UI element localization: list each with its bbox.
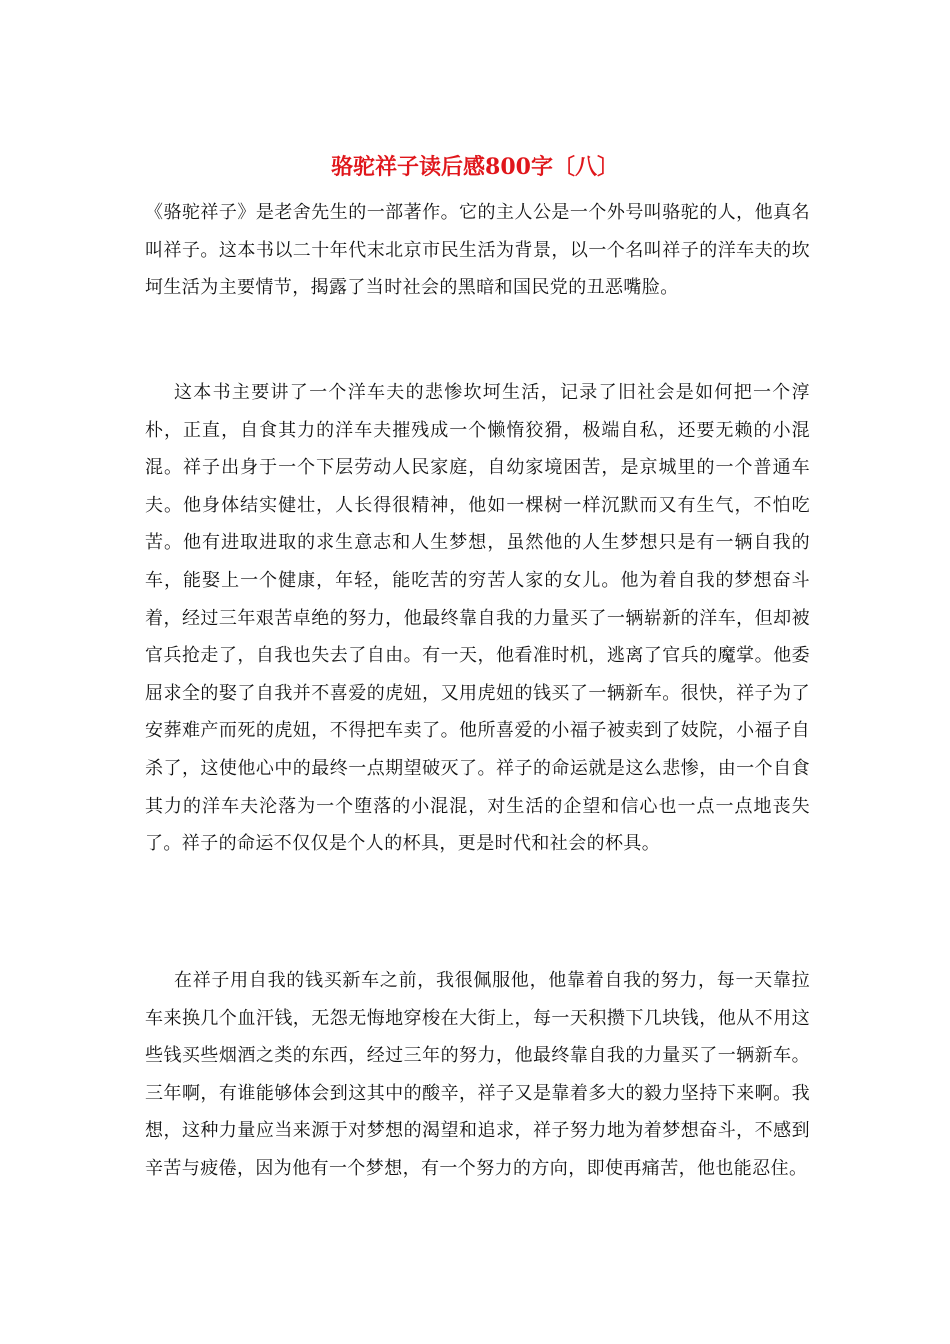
paragraph-intro: 《骆驼祥子》是老舍先生的一部著作。它的主人公是一个外号叫骆驼的人，他真名叫祥子。这本书以二十年代末北京市民生活为背景，以一个名叫祥子的洋车夫的坎坷生活为主要情节，揭露了当时社会的黑暗和国民党的丑恶嘴脸。 [145,202,810,299]
paragraph-reflection: 在祥子用自我的钱买新车之前，我很佩服他，他靠着自我的努力，每一天靠拉车来换几个血汗钱，无怨无悔地穿梭在大街上，每一天积攒下几块钱，他从不用这些钱买些烟酒之类的东西，经过三年的努力，他最终靠自我的力量买了一辆新车。三年啊，有谁能够体会到这其中的酸辛，祥子又是靠着多大的毅力坚持下来啊。我想，这种力量应当来源于对梦想的渴望和追求，祥子努力地为着梦想奋斗，不感到辛苦与疲倦，因为他有一个梦想，有一个努力的方向，即使再痛苦，他也能忍住。 [145,970,810,1179]
paragraph-summary: 这本书主要讲了一个洋车夫的悲惨坎坷生活，记录了旧社会是如何把一个淳朴，正直，自食其力的洋车夫摧残成一个懒惰狡猾，极端自私，还要无赖的小混混。祥子出身于一个下层劳动人民家庭，自幼家境困苦，是京城里的一个普通车夫。他身体结实健壮，人长得很精神，他如一棵树一样沉默而又有生气，不怕吃苦。他有进取进取的求生意志和人生梦想，虽然他的人生梦想只是有一辆自我的车，能娶上一个健康，年轻，能吃苦的穷苦人家的女儿。他为着自我的梦想奋斗着，经过三年艰苦卓绝的努力，他最终靠自我的力量买了一辆崭新的洋车，但却被官兵抢走了，自我也失去了自由。有一天，他看准时机，逃离了官兵的魔掌。他委屈求全的娶了自我并不喜爱的虎妞，又用虎妞的钱买了一辆新车。很快，祥子为了安葬难产而死的虎妞，不得把车卖了。他所喜爱的小福子被卖到了妓院，小福子自杀了，这使他心中的最终一点期望破灭了。祥子的命运就是这么悲惨，由一个自食其力的洋车夫沦落为一个堕落的小混混，对生活的企望和信心也一点一点地丧失了。祥子的命运不仅仅是个人的杯具，更是时代和社会的杯具。 [145,382,810,855]
document-title: 骆驼祥子读后感800字〔八〕 [331,154,619,180]
